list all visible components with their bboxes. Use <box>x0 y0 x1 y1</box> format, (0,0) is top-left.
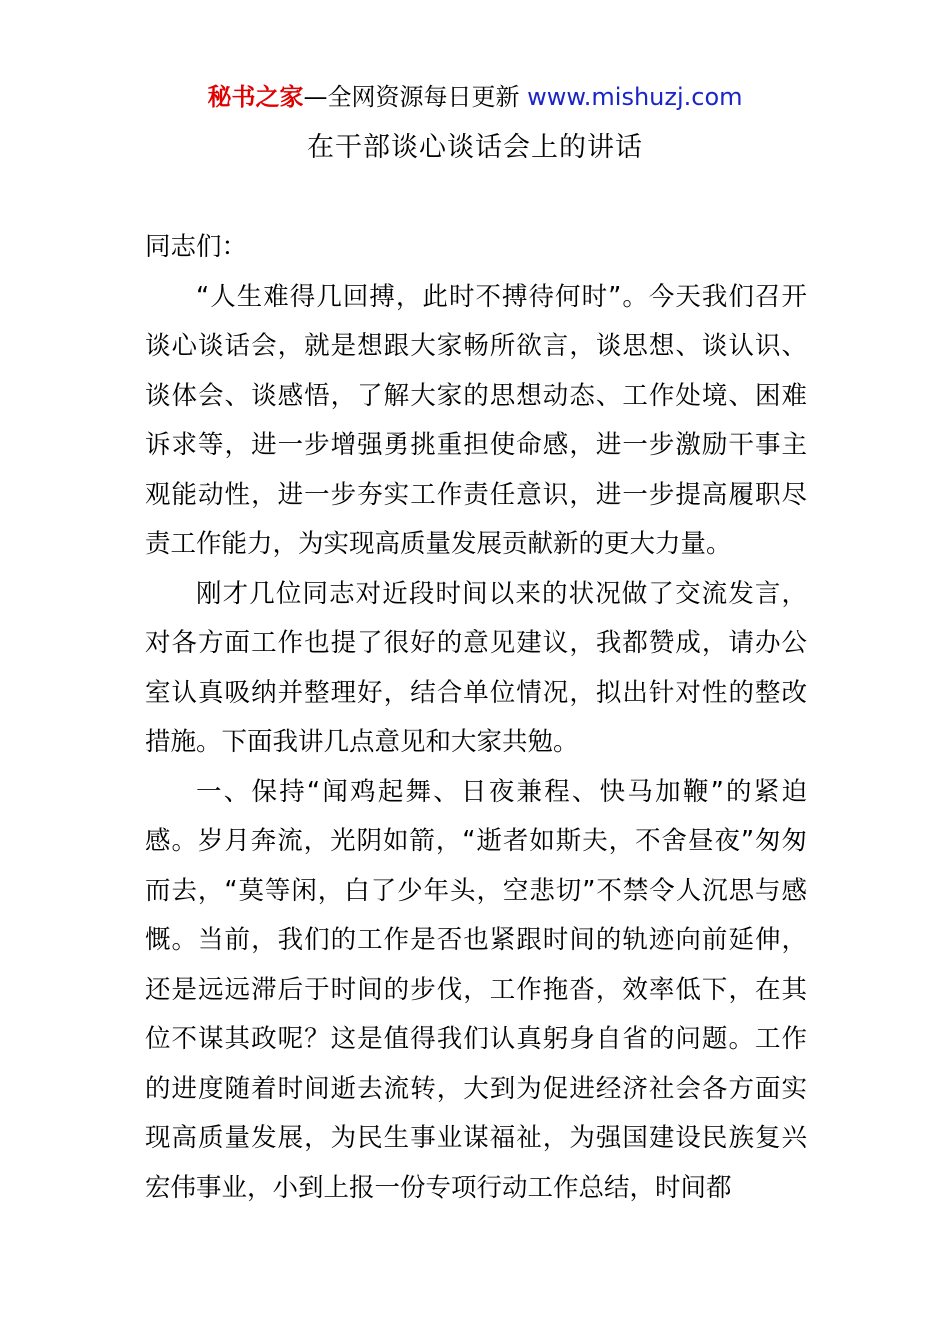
salutation: 同志们： <box>145 232 248 262</box>
site-tagline: —全网资源每日更新 <box>303 83 528 111</box>
paragraph-intro: “人生难得几回搏，此时不搏待何时”。今天我们召开谈心谈话会，就是想跟大家畅所欲言，谈思想、谈认识、谈体会、谈感悟，了解大家的思想动态、工作处境、困难诉求等，进一步增强勇挑重担使命感，进一步激励干事主观能动性，进一步夯实工作责任意识，进一步提高履职尽责工作能力，为实现高质量发展贡献新的更大力量。 <box>145 281 807 559</box>
paragraph-response: 刚才几位同志对近段时间以来的状况做了交流发言，对各方面工作也提了很好的意见建议，我都赞成，请办公室认真吸纳并整理好，结合单位情况，拟出针对性的整改措施。下面我讲几点意见和大家共勉。 <box>145 578 807 757</box>
document-title: 在干部谈心谈话会上的讲话 <box>307 132 643 163</box>
paragraph-point-one: 一、保持“闻鸡起舞、日夜兼程、快马加鞭”的紧迫感。岁月奔流，光阴如箭，“逝者如斯夫，不舍昼夜”匆匆而去，“莫等闲，白了少年头，空悲切”不禁令人沉思与感慨。当前，我们的工作是否也紧跟时间的轨迹向前延伸，还是远远滞后于时间的步伐，工作拖沓，效率低下，在其位不谋其政呢？这是值得我们认真躬身自省的问题。工作的进度随着时间逝去流转，大到为促进经济社会各方面实现高质量发展，为民生事业谋福祉，为强国建设民族复兴宏伟事业，小到上报一份专项行动工作总结，时间都 <box>145 776 807 1203</box>
site-header <box>0 80 950 114</box>
document-body <box>145 223 807 1213</box>
site-url-link[interactable]: www.mishuzj.com <box>527 83 743 111</box>
site-brand: 秘书之家 <box>207 83 304 111</box>
